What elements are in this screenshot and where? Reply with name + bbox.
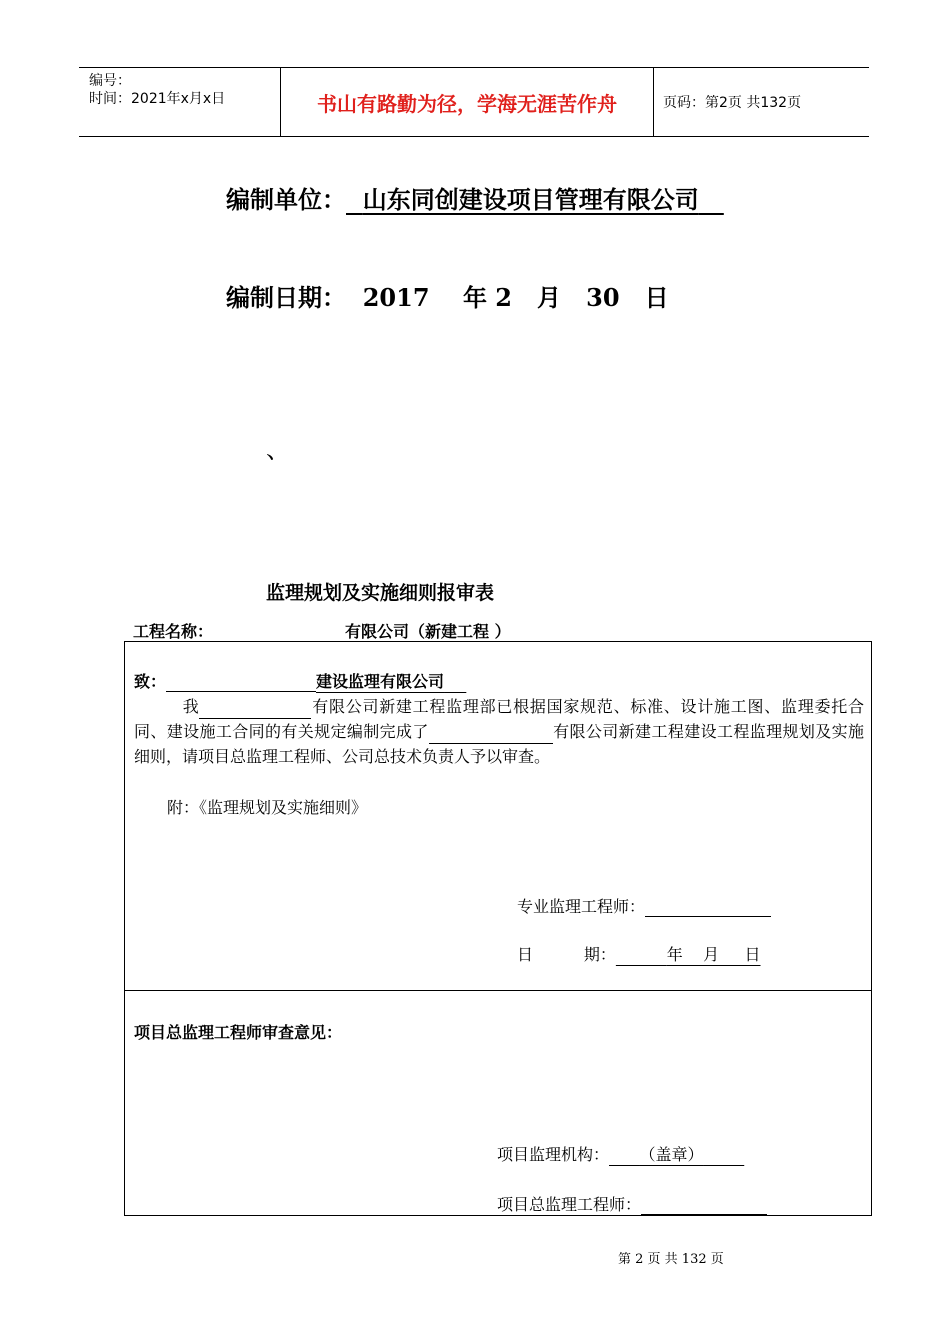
to-company: 建设监理有限公司 — [316, 672, 445, 691]
section-divider — [125, 990, 871, 991]
review-form-box — [124, 641, 872, 1216]
project-name-row — [133, 619, 511, 642]
sign-date-label: 日 期： — [517, 945, 616, 964]
chief-signature-line — [497, 1192, 767, 1215]
addressee-line — [134, 669, 466, 692]
header-page-info: 页码：第2页 共132页 — [663, 95, 802, 111]
number-label: 编号： — [89, 73, 131, 89]
seal-field[interactable]: （盖章） — [639, 1145, 704, 1164]
chief-label: 项目总监理工程师： — [497, 1195, 642, 1214]
addressee-blank[interactable] — [166, 675, 316, 692]
company-blank-1[interactable] — [199, 702, 311, 719]
time-label: 时间：2021年x月x日 — [89, 91, 226, 107]
to-label: 致： — [134, 672, 167, 691]
body-text-2: 有限公司新建工程监理部已根据国家规范、标准、设计施工图、监理委托合同、建设施工合同的有关规定编制完成了 — [134, 697, 864, 741]
date-line — [226, 278, 669, 313]
company-blank-2[interactable] — [429, 727, 553, 744]
engineer-label: 专业监理工程师： — [517, 897, 646, 916]
unit-line — [226, 180, 724, 215]
project-label: 工程名称： — [133, 622, 214, 641]
header-motto: 书山有路勤为径，学海无涯苦作舟 — [281, 68, 654, 136]
page-header — [79, 67, 869, 137]
unit-label: 编制单位： — [226, 185, 346, 214]
form-title: 监理规划及实施细则报审表 — [266, 582, 495, 604]
page-footer: 第 2 页 共 132 页 — [618, 1252, 724, 1267]
chief-signature-blank[interactable] — [641, 1198, 767, 1215]
engineer-signature-line — [517, 894, 771, 917]
header-meta — [79, 68, 281, 136]
sign-date-fields[interactable]: 年 月 日 — [666, 945, 761, 964]
chief-opinion-label: 项目总监理工程师审查意见： — [134, 1023, 343, 1042]
date-signature-line — [517, 942, 761, 965]
unit-value: 山东同创建设项目管理有限公司 — [362, 185, 699, 214]
body-text-3: 有限公司新建工程建设工程监理规划及实施细则，请项目总监理工程师、公司总技术负责人予以审查。 — [134, 722, 864, 766]
org-label: 项目监理机构： — [497, 1145, 610, 1164]
body-paragraph — [134, 694, 864, 769]
date-label: 编制日期： — [226, 283, 346, 312]
punctuation-mark: 、 — [266, 436, 290, 464]
date-value: 2017 年 2 月 30 日 — [362, 283, 669, 312]
project-value: 有限公司（新建工程 ） — [345, 622, 511, 641]
body-text-1: 我 — [182, 697, 200, 716]
org-line — [497, 1142, 744, 1165]
attachment-line: 附：《监理规划及实施细则》 — [167, 798, 368, 817]
engineer-signature-blank[interactable] — [645, 900, 771, 917]
